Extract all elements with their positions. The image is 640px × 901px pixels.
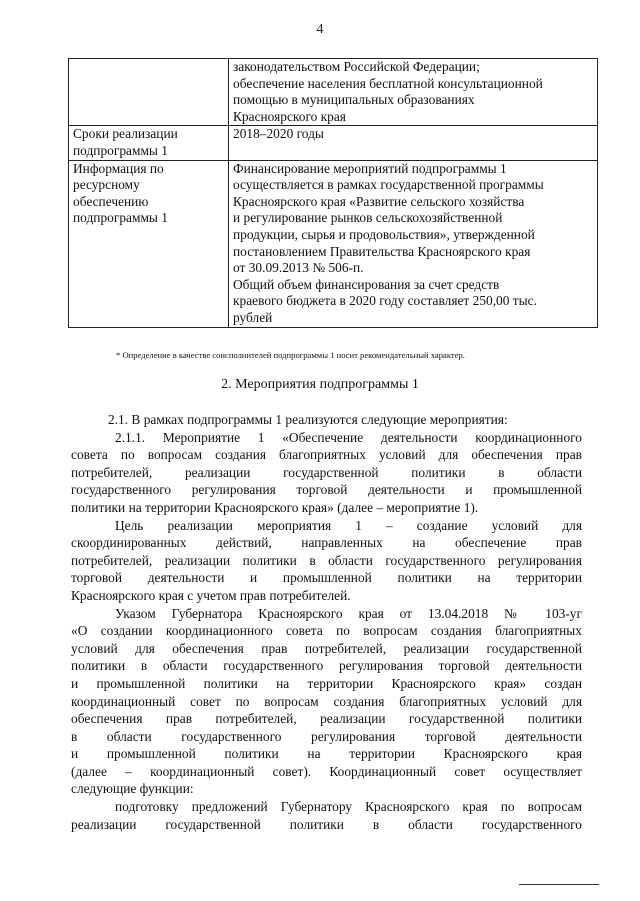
table-label-line: Сроки реализации	[73, 126, 178, 142]
body-line: координационный совет по вопросам создания благоприятных условий для	[71, 693, 582, 709]
table-value-line: постановлением Правительства Красноярского края	[233, 243, 531, 259]
table-value-line: законодательством Российской Федерации;	[233, 59, 480, 74]
table-label-line: подпрограммы 1	[73, 142, 168, 158]
table-value-cell	[229, 126, 598, 160]
body-line: и промышленной политики на территории Красноярского края	[71, 746, 582, 762]
body-line: политики в области государственного регулирования торговой деятельности	[71, 658, 582, 674]
table-label-cell	[69, 59, 229, 126]
table-value-line: Финансирование мероприятий подпрограммы 1	[233, 160, 507, 176]
body-line: «О создании координационного совета по вопросам создания благоприятных	[71, 623, 582, 639]
body-line: следующие функции:	[71, 781, 194, 797]
table-label-line: ресурсному	[73, 177, 140, 193]
body-line: подготовку предложений Губернатору Красноярского края по вопросам	[115, 799, 582, 815]
body-line: 2.1. В рамках подпрограммы 1 реализуются следующие мероприятия:	[108, 412, 508, 427]
table-value-line: продукции, сырья и продовольствия», утвержденной	[233, 226, 535, 242]
body-line: 2.1.1. Мероприятие 1 «Обеспечение деятельности координационного	[115, 429, 582, 445]
body-line: условий для обеспечения прав потребителей, реализации государственной	[71, 640, 582, 656]
section-heading: 2. Мероприятия подпрограммы 1	[221, 377, 419, 392]
table-value-cell	[229, 59, 598, 126]
body-line: совета по вопросам создания благоприятных условий для обеспечения прав	[71, 447, 582, 463]
table-value-line: от 30.09.2013 № 506-п.	[233, 260, 364, 276]
body-line: скоординированных действий, направленных на обеспечение прав	[71, 535, 582, 551]
table-label-line: подпрограммы 1	[73, 210, 168, 226]
table-row	[69, 160, 598, 327]
body-line: государственного регулирования торговой деятельности и промышленной	[71, 482, 582, 498]
table-value-line: Красноярского края «Развитие сельского хозяйства	[233, 193, 525, 209]
footnote: * Определение в качестве соисполнителей подпрограммы 1 носит рекомендательный характер.	[116, 350, 465, 360]
table-label-line: Информация по	[73, 160, 164, 176]
body-line: Указом Губернатора Красноярского края от 13.04.2018 № 103-уг	[115, 605, 582, 621]
body-line: в области государственного регулирования торговой деятельности	[71, 728, 582, 744]
body-line: реализации государственной политики в области государственного	[71, 816, 582, 832]
table-value-line: Общий объем финансирования за счет средств	[233, 276, 500, 292]
table-label-cell	[69, 160, 229, 327]
table-row	[69, 59, 598, 126]
body-line: (далее – координационный совет). Координационный совет осуществляет	[71, 763, 582, 779]
bottom-rule	[519, 884, 599, 885]
table-value-line: Красноярского края	[233, 108, 346, 124]
body-line: Цель реализации мероприятия 1 – создание условий для	[115, 517, 582, 533]
table-value-line: осуществляется в рамках государственной программы	[233, 177, 544, 193]
table-value-cell	[229, 160, 598, 327]
table-value-line: краевого бюджета в 2020 году составляет 250,00 тыс.	[233, 293, 537, 309]
body-line: потребителей, реализации государственной политики в области	[71, 464, 582, 480]
body-line: потребителей, реализации политики в области государственного регулирования	[71, 552, 582, 568]
table-value-line: рублей	[233, 309, 273, 325]
table-label-cell	[69, 126, 229, 160]
body-line: обеспечения прав потребителей, реализации государственной политики	[71, 711, 582, 727]
program-info-table	[68, 58, 598, 328]
table-row	[69, 126, 598, 160]
body-line: политики на территории Красноярского края» (далее – мероприятие 1).	[71, 499, 479, 515]
table-label-line: обеспечению	[73, 193, 149, 209]
table-value-line: помощью в муниципальных образованиях	[233, 92, 475, 108]
table-value-line: обеспечение населения бесплатной консультационной	[233, 75, 543, 91]
body-line: торговой деятельности и промышленной политики на территории	[71, 570, 582, 586]
table-value-line: и регулирование рынков сельскохозяйственной	[233, 210, 503, 226]
body-line: и промышленной политики на территории Красноярского края» создан	[71, 675, 582, 691]
body-line: Красноярского края с учетом прав потребителей.	[71, 587, 351, 603]
body-text	[71, 411, 582, 833]
table-value-line: 2018–2020 годы	[233, 126, 324, 142]
page-number: 4	[316, 22, 324, 37]
